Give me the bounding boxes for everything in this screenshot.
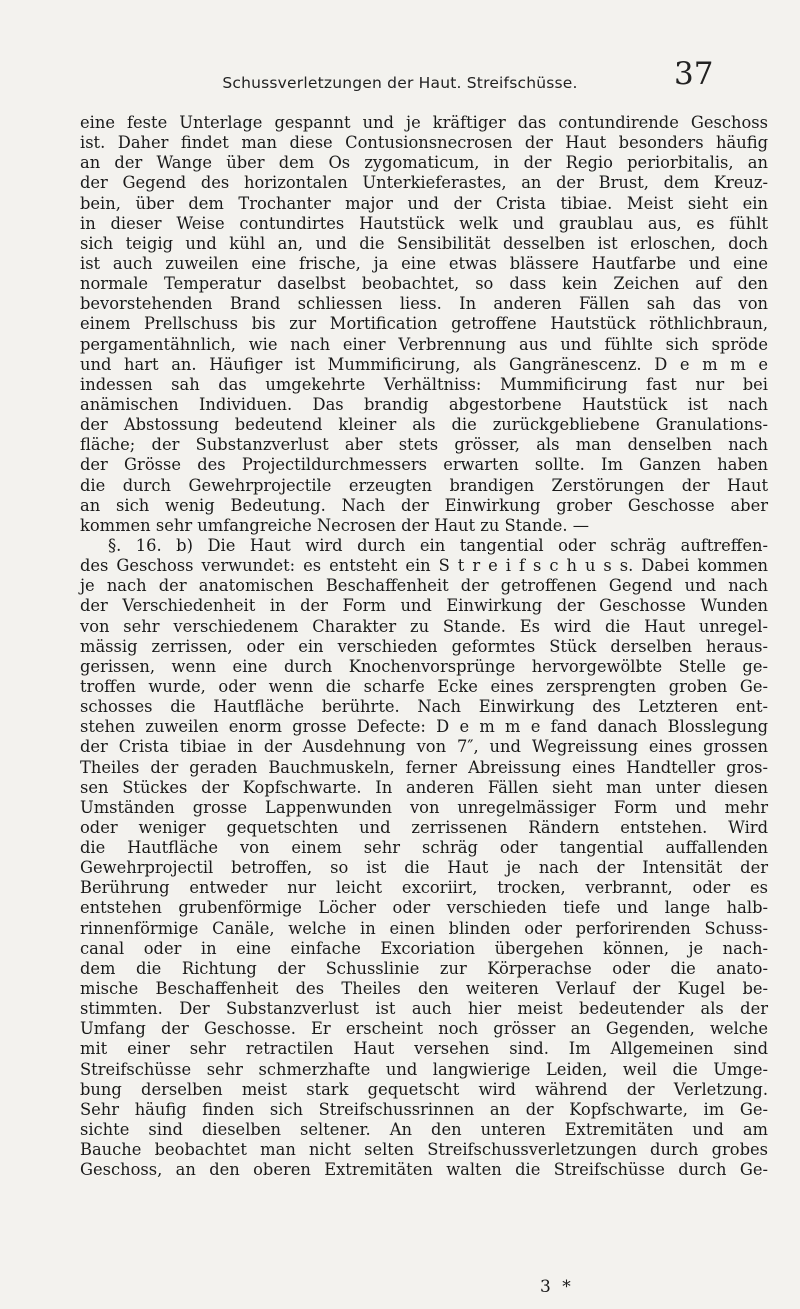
text-line: in dieser Weise contundirtes Hautstück welk und graublau aus, es fühlt: [80, 213, 768, 233]
text-line: dem die Richtung der Schusslinie zur Körperachse oder die anato-: [80, 958, 768, 978]
text-line: bevorstehenden Brand schliessen liess. In anderen Fällen sah das von: [80, 294, 768, 314]
text-line: die durch Gewehrprojectile erzeugten brandigen Zerstörungen der Haut: [80, 475, 768, 495]
text-line: der Verschiedenheit in der Form und Einwirkung der Geschosse Wunden: [80, 596, 768, 616]
text-line: anämischen Individuen. Das brandig abgestorbene Hautstück ist nach: [80, 394, 768, 414]
text-line: der Gegend des horizontalen Unterkieferastes, an der Brust, dem Kreuz-: [80, 173, 768, 193]
text-line: Sehr häufig finden sich Streifschussrinnen an der Kopfschwarte, im Ge-: [80, 1099, 768, 1119]
text-line: pergamentähnlich, wie nach einer Verbrennung aus und fühlte sich spröde: [80, 334, 768, 354]
text-line: stimmten. Der Substanzverlust ist auch hier meist bedeutender als der: [80, 999, 768, 1019]
text-line: Gewehrprojectil betroffen, so ist die Haut je nach der Intensität der: [80, 858, 768, 878]
text-line: sich teigig und kühl an, und die Sensibilität desselben ist erloschen, doch: [80, 233, 768, 253]
text-line: an sich wenig Bedeutung. Nach der Einwirkung grober Geschosse aber: [80, 495, 768, 515]
text-line: bein, über dem Trochanter major und der Crista tibiae. Meist sieht ein: [80, 193, 768, 213]
text-line: sichte sind dieselben seltener. An den unteren Extremitäten und am: [80, 1120, 768, 1140]
text-line: oder weniger gequetschten und zerrissenen Rändern entstehen. Wird: [80, 817, 768, 837]
text-line: canal oder in eine einfache Excoriation übergehen können, je nach-: [80, 938, 768, 958]
text-line: stehen zuweilen enorm grosse Defecte: D e m m e fand danach Blosslegung: [80, 717, 768, 737]
text-line: und hart an. Häufiger ist Mummificirung, als Gangränescenz. D e m m e: [80, 354, 768, 374]
text-line: an der Wange über dem Os zygomaticum, in der Regio periorbitalis, an: [80, 153, 768, 173]
running-head: Schussverletzungen der Haut. Streifschüsse.: [222, 74, 578, 92]
text-line: indessen sah das umgekehrte Verhältniss: Mummificirung fast nur bei: [80, 374, 768, 394]
text-line: Streifschüsse sehr schmerzhafte und langwierige Leiden, weil die Umge-: [80, 1059, 768, 1079]
text-line: je nach der anatomischen Beschaffenheit der getroffenen Gegend und nach: [80, 576, 768, 596]
signature-mark: 3 *: [540, 1277, 574, 1297]
text-line: einem Prellschuss bis zur Mortification getroffene Hautstück röthlichbraun,: [80, 314, 768, 334]
paragraph: [80, 536, 768, 1181]
page-number: 37: [674, 56, 714, 92]
paragraph: [80, 113, 768, 536]
text-line: mit einer sehr retractilen Haut versehen sind. Im Allgemeinen sind: [80, 1039, 768, 1059]
text-line: Umständen grosse Lappenwunden von unregelmässiger Form und mehr: [80, 797, 768, 817]
text-line: schosses die Hautfläche berührte. Nach Einwirkung des Letzteren ent-: [80, 697, 768, 717]
text-line: fläche; der Substanzverlust aber stets grösser, als man denselben nach: [80, 435, 768, 455]
text-line: des Geschoss verwundet: es entsteht ein S t r e i f s c h u s s. Dabei kommen: [80, 556, 768, 576]
text-line: sen Stückes der Kopfschwarte. In anderen Fällen sieht man unter diesen: [80, 777, 768, 797]
text-line: Theiles der geraden Bauchmuskeln, ferner Abreissung eines Handteller gros-: [80, 757, 768, 777]
text-line: ist auch zuweilen eine frische, ja eine etwas blässere Hautfarbe und eine: [80, 253, 768, 273]
text-line: bung derselben meist stark gequetscht wird während der Verletzung.: [80, 1079, 768, 1099]
text-line: §. 16. b) Die Haut wird durch ein tangential oder schräg auftreffen-: [108, 535, 768, 555]
text-line: der Abstossung bedeutend kleiner als die zurückgebliebene Granulations-: [80, 415, 768, 435]
text-line: kommen sehr umfangreiche Necrosen der Haut zu Stande. —: [80, 515, 590, 535]
text-line: mässig zerrissen, oder ein verschieden geformtes Stück derselben heraus-: [80, 636, 768, 656]
text-line: Umfang der Geschosse. Er erscheint noch grösser an Gegenden, welche: [80, 1019, 768, 1039]
text-line: der Grösse des Projectildurchmessers erwarten sollte. Im Ganzen haben: [80, 455, 768, 475]
text-line: die Hautfläche von einem sehr schräg oder tangential auffallenden: [80, 838, 768, 858]
text-line: rinnenförmige Canäle, welche in einen blinden oder perforirenden Schuss-: [80, 918, 768, 938]
text-line: eine feste Unterlage gespannt und je kräftiger das contundirende Geschoss: [80, 113, 768, 132]
body-text: [80, 113, 768, 1180]
text-line: Geschoss, an den oberen Extremitäten walten die Streifschüsse durch Ge-: [80, 1160, 768, 1180]
text-line: ist. Daher findet man diese Contusionsnecrosen der Haut besonders häufig: [80, 133, 768, 153]
text-line: der Crista tibiae in der Ausdehnung von 7″, und Wegreissung eines grossen: [80, 737, 768, 757]
text-line: troffen wurde, oder wenn die scharfe Ecke eines zersprengten groben Ge-: [80, 676, 768, 696]
text-line: Bauche beobachtet man nicht selten Streifschussverletzungen durch grobes: [80, 1140, 768, 1160]
text-line: von sehr verschiedenem Charakter zu Stande. Es wird die Haut unregel-: [80, 616, 768, 636]
text-line: Berührung entweder nur leicht excoriirt, trocken, verbrannt, oder es: [80, 878, 768, 898]
text-line: entstehen grubenförmige Löcher oder verschieden tiefe und lange halb-: [80, 898, 768, 918]
text-line: gerissen, wenn eine durch Knochenvorsprünge hervorgewölbte Stelle ge-: [80, 656, 768, 676]
text-line: mische Beschaffenheit des Theiles den weiteren Verlauf der Kugel be-: [80, 979, 768, 999]
text-line: normale Temperatur daselbst beobachtet, so dass kein Zeichen auf den: [80, 274, 768, 294]
